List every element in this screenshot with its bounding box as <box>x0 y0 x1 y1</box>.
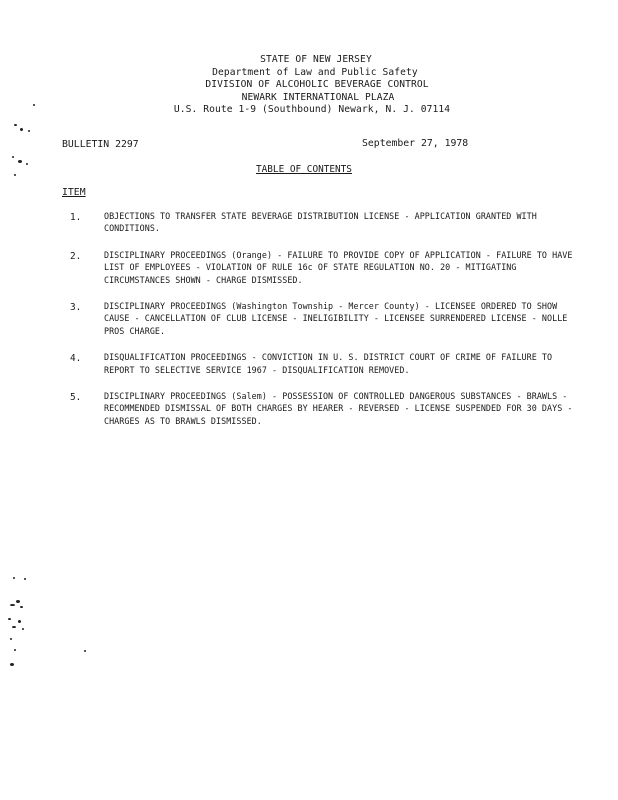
scan-speck <box>10 638 12 640</box>
bulletin-number: BULLETIN 2297 <box>62 139 139 150</box>
item-number: 1. <box>70 212 82 223</box>
scan-speck <box>22 628 24 630</box>
scan-speck <box>33 104 35 106</box>
item-text: DISCIPLINARY PROCEEDINGS (Washington Township - Mercer County) - LICENSEE ORDERED TO SHOW CAUSE - CANCELLATION OF CLUB LICENSE - INELIGIBILITY - LICENSEE SURRENDERED LICENSE - NOLLE PROS CHARGE. <box>104 301 568 336</box>
contents-list <box>62 210 582 441</box>
scan-speck <box>10 604 15 606</box>
scan-speck <box>28 130 30 132</box>
item-text: DISQUALIFICATION PROCEEDINGS - CONVICTION IN U. S. DISTRICT COURT OF CRIME OF FAILURE TO REPORT TO SELECTIVE SERVICE 1967 - DISQUALIFICATION REMOVED. <box>104 352 553 375</box>
scan-speck <box>84 650 86 652</box>
scan-speck <box>14 174 16 176</box>
scan-speck <box>8 618 11 620</box>
scan-speck <box>18 160 22 163</box>
item-number: 4. <box>70 353 82 365</box>
scan-speck <box>26 163 28 165</box>
scan-speck <box>20 128 23 131</box>
scan-speck <box>16 600 20 603</box>
scan-speck <box>12 156 14 158</box>
item-text: DISCIPLINARY PROCEEDINGS (Orange) - FAILURE TO PROVIDE COPY OF APPLICATION - FAILURE TO HAVE LIST OF EMPLOYEES - VIOLATION OF RULE 16c OF STATE REGULATION NO. 20 - MITIGATING CIRCUMSTANCES SHOWN - CHARGE DISMISSED. <box>104 249 573 285</box>
item-column-heading: ITEM <box>62 187 86 198</box>
header-department: Department of Law and Public Safety <box>212 66 418 78</box>
scan-speck <box>10 663 14 666</box>
list-item <box>62 390 582 427</box>
scan-speck <box>20 606 23 608</box>
item-text: OBJECTIONS TO TRANSFER STATE BEVERAGE DISTRIBUTION LICENSE - APPLICATION GRANTED WITH CONDITIONS. <box>104 211 537 234</box>
list-item <box>62 351 582 376</box>
header-address: U.S. Route 1-9 (Southbound) Newark, N. J. 07114 <box>173 104 451 116</box>
item-text: DISCIPLINARY PROCEEDINGS (Salem) - POSSESSION OF CONTROLLED DANGEROUS SUBSTANCES - BRAWLS - RECOMMENDED DISMISSAL OF BOTH CHARGES BY HEARER - REVERSED - LICENSE SUSPENDED FOR 30 DAYS - CHARGES AS TO BRAWLS DISMISSED. <box>104 391 573 426</box>
letterhead <box>0 54 618 117</box>
table-of-contents-title: TABLE OF CONTENTS <box>256 164 352 175</box>
scan-speck <box>24 578 26 580</box>
scan-speck <box>14 124 17 126</box>
bulletin-date: September 27, 1978 <box>362 138 469 149</box>
scan-speck <box>13 577 15 579</box>
item-number: 3. <box>70 302 82 314</box>
item-number: 5. <box>70 392 82 404</box>
list-item <box>62 300 582 337</box>
list-item <box>62 249 582 286</box>
scan-speck <box>12 626 16 628</box>
header-division: DIVISION OF ALCOHOLIC BEVERAGE CONTROL <box>205 79 429 91</box>
header-state: STATE OF NEW JERSEY <box>260 54 372 65</box>
item-number: 2. <box>70 250 82 262</box>
scan-speck <box>18 620 21 623</box>
scan-speck <box>14 649 16 651</box>
list-item <box>62 210 582 235</box>
header-plaza: NEWARK INTERNATIONAL PLAZA <box>241 91 395 103</box>
